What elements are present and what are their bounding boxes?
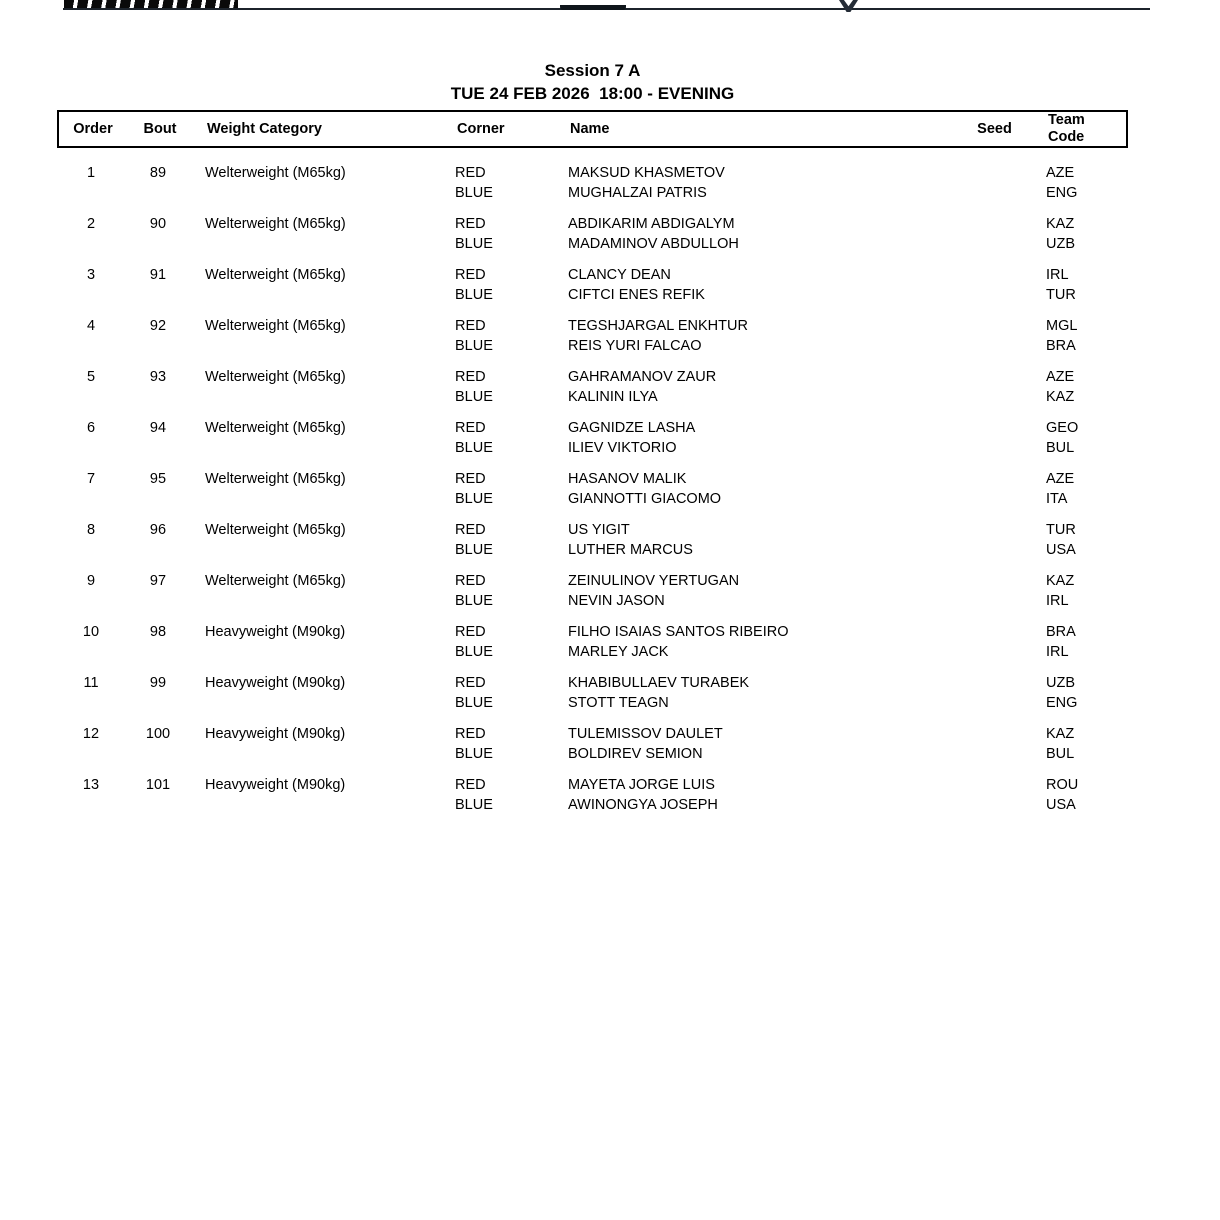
session-title: Session 7 A xyxy=(544,61,641,80)
blue-team-code: ENG xyxy=(1046,185,1078,201)
blue-athlete-name: LUTHER MARCUS xyxy=(568,542,693,558)
red-corner-label: RED xyxy=(455,471,486,487)
red-corner-label: RED xyxy=(455,726,486,742)
team-code-cell xyxy=(1031,418,1124,454)
order-cell: 4 xyxy=(86,318,96,334)
blue-corner-label: BLUE xyxy=(455,695,493,711)
session-datetime: TUE 24 FEB 2026 18:00 - EVENING xyxy=(450,84,735,103)
bout-number-cell: 90 xyxy=(149,216,167,232)
seed-cell xyxy=(954,214,1031,250)
red-corner-label: RED xyxy=(455,573,486,589)
weight-category-cell: Welterweight (M65kg) xyxy=(205,267,346,283)
header-weight-category: Weight Category xyxy=(207,121,322,137)
red-athlete-name: HASANOV MALIK xyxy=(568,471,687,487)
order-cell: 9 xyxy=(86,573,96,589)
name-cell xyxy=(561,469,954,505)
seed-cell xyxy=(954,520,1031,556)
seed-cell xyxy=(954,469,1031,505)
order-cell: 2 xyxy=(86,216,96,232)
red-team-code: AZE xyxy=(1046,165,1075,181)
order-cell: 7 xyxy=(86,471,96,487)
bout-row xyxy=(57,403,1128,454)
blue-athlete-name: STOTT TEAGN xyxy=(568,695,669,711)
seed-cell xyxy=(954,163,1031,199)
red-athlete-name: MAYETA JORGE LUIS xyxy=(568,777,715,793)
blue-corner-label: BLUE xyxy=(455,593,493,609)
blue-athlete-name: GIANNOTTI GIACOMO xyxy=(568,491,722,507)
header-bout: Bout xyxy=(143,121,177,137)
seed-cell xyxy=(954,418,1031,454)
blue-team-code: BUL xyxy=(1046,440,1075,456)
header-corner: Corner xyxy=(457,121,505,137)
red-team-code: BRA xyxy=(1046,624,1076,640)
weight-category-cell: Heavyweight (M90kg) xyxy=(205,675,346,691)
order-cell: 8 xyxy=(86,522,96,538)
red-corner-label: RED xyxy=(455,624,486,640)
red-athlete-name: GAHRAMANOV ZAUR xyxy=(568,369,717,385)
order-cell: 13 xyxy=(82,777,100,793)
header-seed: Seed xyxy=(977,121,1012,137)
bout-number-cell: 94 xyxy=(149,420,167,436)
bout-number-cell: 92 xyxy=(149,318,167,334)
seed-cell xyxy=(954,367,1031,403)
name-cell xyxy=(561,163,954,199)
blue-team-code: IRL xyxy=(1046,593,1069,609)
order-cell: 10 xyxy=(82,624,100,640)
red-team-code: GEO xyxy=(1046,420,1079,436)
team-code-cell xyxy=(1031,367,1124,403)
bout-number-cell: 89 xyxy=(149,165,167,181)
weight-category-cell: Welterweight (M65kg) xyxy=(205,522,346,538)
corner-cell xyxy=(448,673,561,709)
name-cell xyxy=(561,214,954,250)
team-code-cell xyxy=(1031,571,1124,607)
bout-row xyxy=(57,301,1128,352)
seed-cell xyxy=(954,571,1031,607)
header-name: Name xyxy=(570,121,610,137)
blue-team-code: BUL xyxy=(1046,746,1075,762)
bout-number-cell: 96 xyxy=(149,522,167,538)
seed-cell xyxy=(954,724,1031,760)
bout-number-cell: 100 xyxy=(145,726,171,742)
name-cell xyxy=(561,622,954,658)
team-code-cell xyxy=(1031,520,1124,556)
red-athlete-name: ABDIKARIM ABDIGALYM xyxy=(568,216,735,232)
blue-team-code: KAZ xyxy=(1046,389,1075,405)
corner-cell xyxy=(448,163,561,199)
team-code-cell xyxy=(1031,316,1124,352)
name-cell xyxy=(561,367,954,403)
weight-category-cell: Welterweight (M65kg) xyxy=(205,420,346,436)
red-athlete-name: TULEMISSOV DAULET xyxy=(568,726,723,742)
blue-corner-label: BLUE xyxy=(455,185,493,201)
name-cell xyxy=(561,520,954,556)
bout-number-cell: 101 xyxy=(145,777,171,793)
red-athlete-name: US YIGIT xyxy=(568,522,630,538)
weight-category-cell: Welterweight (M65kg) xyxy=(205,573,346,589)
team-code-cell xyxy=(1031,622,1124,658)
weight-category-cell: Welterweight (M65kg) xyxy=(205,318,346,334)
corner-cell xyxy=(448,316,561,352)
seed-cell xyxy=(954,673,1031,709)
blue-athlete-name: AWINONGYA JOSEPH xyxy=(568,797,718,813)
blue-corner-label: BLUE xyxy=(455,644,493,660)
order-cell: 3 xyxy=(86,267,96,283)
blue-team-code: ITA xyxy=(1046,491,1068,507)
seed-cell xyxy=(954,265,1031,301)
red-corner-label: RED xyxy=(455,777,486,793)
corner-cell xyxy=(448,520,561,556)
red-team-code: ROU xyxy=(1046,777,1079,793)
blue-athlete-name: CIFTCI ENES REFIK xyxy=(568,287,705,303)
red-team-code: KAZ xyxy=(1046,216,1075,232)
red-corner-label: RED xyxy=(455,369,486,385)
team-code-cell xyxy=(1031,469,1124,505)
red-team-code: AZE xyxy=(1046,369,1075,385)
red-team-code: AZE xyxy=(1046,471,1075,487)
table-header-row xyxy=(57,110,1128,148)
red-corner-label: RED xyxy=(455,318,486,334)
blue-corner-label: BLUE xyxy=(455,491,493,507)
blue-team-code: TUR xyxy=(1046,287,1076,303)
blue-corner-label: BLUE xyxy=(455,338,493,354)
name-cell xyxy=(561,673,954,709)
blue-corner-label: BLUE xyxy=(455,236,493,252)
bout-row xyxy=(57,454,1128,505)
bout-row xyxy=(57,607,1128,658)
corner-cell xyxy=(448,622,561,658)
seed-cell xyxy=(954,316,1031,352)
red-corner-label: RED xyxy=(455,267,486,283)
red-athlete-name: MAKSUD KHASMETOV xyxy=(568,165,725,181)
red-team-code: MGL xyxy=(1046,318,1078,334)
blue-team-code: UZB xyxy=(1046,236,1075,252)
blue-athlete-name: ILIEV VIKTORIO xyxy=(568,440,677,456)
corner-cell xyxy=(448,724,561,760)
team-code-cell xyxy=(1031,673,1124,709)
blue-team-code: USA xyxy=(1046,797,1076,813)
blue-athlete-name: NEVIN JASON xyxy=(568,593,665,609)
name-cell xyxy=(561,571,954,607)
seed-cell xyxy=(954,775,1031,811)
bout-row xyxy=(57,199,1128,250)
red-corner-label: RED xyxy=(455,675,486,691)
weight-category-cell: Heavyweight (M90kg) xyxy=(205,726,346,742)
header-rule-thick-segment xyxy=(560,5,626,10)
red-team-code: KAZ xyxy=(1046,573,1075,589)
corner-cell xyxy=(448,571,561,607)
red-athlete-name: GAGNIDZE LASHA xyxy=(568,420,696,436)
blue-corner-label: BLUE xyxy=(455,797,493,813)
team-code-cell xyxy=(1031,265,1124,301)
corner-cell xyxy=(448,214,561,250)
bout-number-cell: 93 xyxy=(149,369,167,385)
name-cell xyxy=(561,724,954,760)
header-order: Order xyxy=(73,121,113,137)
blue-corner-label: BLUE xyxy=(455,440,493,456)
weight-category-cell: Welterweight (M65kg) xyxy=(205,369,346,385)
header-team-code-line1: Team xyxy=(1048,112,1085,128)
red-team-code: KAZ xyxy=(1046,726,1075,742)
red-corner-label: RED xyxy=(455,216,486,232)
red-athlete-name: TEGSHJARGAL ENKHTUR xyxy=(568,318,748,334)
red-team-code: IRL xyxy=(1046,267,1069,283)
blue-corner-label: BLUE xyxy=(455,542,493,558)
order-cell: 5 xyxy=(86,369,96,385)
blue-athlete-name: MUGHALZAI PATRIS xyxy=(568,185,707,201)
blue-athlete-name: MARLEY JACK xyxy=(568,644,669,660)
bout-number-cell: 97 xyxy=(149,573,167,589)
order-cell: 12 xyxy=(82,726,100,742)
blue-corner-label: BLUE xyxy=(455,389,493,405)
team-code-cell xyxy=(1031,724,1124,760)
corner-cell xyxy=(448,367,561,403)
blue-corner-label: BLUE xyxy=(455,746,493,762)
blue-athlete-name: BOLDIREV SEMION xyxy=(568,746,703,762)
red-team-code: TUR xyxy=(1046,522,1076,538)
corner-cell xyxy=(448,775,561,811)
red-athlete-name: CLANCY DEAN xyxy=(568,267,671,283)
name-cell xyxy=(561,265,954,301)
weight-category-cell: Heavyweight (M90kg) xyxy=(205,624,346,640)
red-team-code: UZB xyxy=(1046,675,1075,691)
bout-row xyxy=(57,709,1128,760)
bout-row xyxy=(57,250,1128,301)
bout-number-cell: 99 xyxy=(149,675,167,691)
order-cell: 1 xyxy=(86,165,96,181)
session-title-block xyxy=(57,60,1128,106)
order-cell: 6 xyxy=(86,420,96,436)
corner-cell xyxy=(448,469,561,505)
weight-category-cell: Welterweight (M65kg) xyxy=(205,216,346,232)
name-cell xyxy=(561,775,954,811)
bout-row xyxy=(57,658,1128,709)
corner-cell xyxy=(448,418,561,454)
blue-athlete-name: REIS YURI FALCAO xyxy=(568,338,702,354)
blue-team-code: IRL xyxy=(1046,644,1069,660)
blue-athlete-name: KALININ ILYA xyxy=(568,389,658,405)
blue-corner-label: BLUE xyxy=(455,287,493,303)
header-team-code xyxy=(1033,112,1126,146)
red-athlete-name: KHABIBULLAEV TURABEK xyxy=(568,675,750,691)
seed-cell xyxy=(954,622,1031,658)
clipped-emblem-icon xyxy=(839,0,858,12)
name-cell xyxy=(561,316,954,352)
bout-row xyxy=(57,352,1128,403)
team-code-cell xyxy=(1031,214,1124,250)
weight-category-cell: Welterweight (M65kg) xyxy=(205,471,346,487)
team-code-cell xyxy=(1031,163,1124,199)
corner-cell xyxy=(448,265,561,301)
weight-category-cell: Heavyweight (M90kg) xyxy=(205,777,346,793)
blue-team-code: ENG xyxy=(1046,695,1078,711)
bout-row xyxy=(57,505,1128,556)
bout-number-cell: 91 xyxy=(149,267,167,283)
blue-team-code: BRA xyxy=(1046,338,1076,354)
bout-number-cell: 98 xyxy=(149,624,167,640)
red-corner-label: RED xyxy=(455,420,486,436)
team-code-cell xyxy=(1031,775,1124,811)
blue-athlete-name: MADAMINOV ABDULLOH xyxy=(568,236,739,252)
bout-row xyxy=(57,556,1128,607)
bout-row xyxy=(57,760,1128,811)
bout-rows xyxy=(57,148,1128,811)
weight-category-cell: Welterweight (M65kg) xyxy=(205,165,346,181)
name-cell xyxy=(561,418,954,454)
red-athlete-name: FILHO ISAIAS SANTOS RIBEIRO xyxy=(568,624,789,640)
red-corner-label: RED xyxy=(455,165,486,181)
blue-team-code: USA xyxy=(1046,542,1076,558)
red-corner-label: RED xyxy=(455,522,486,538)
header-team-code-line2: Code xyxy=(1048,129,1085,145)
red-athlete-name: ZEINULINOV YERTUGAN xyxy=(568,573,740,589)
bout-row xyxy=(57,148,1128,199)
order-cell: 11 xyxy=(83,675,99,691)
bout-number-cell: 95 xyxy=(149,471,167,487)
